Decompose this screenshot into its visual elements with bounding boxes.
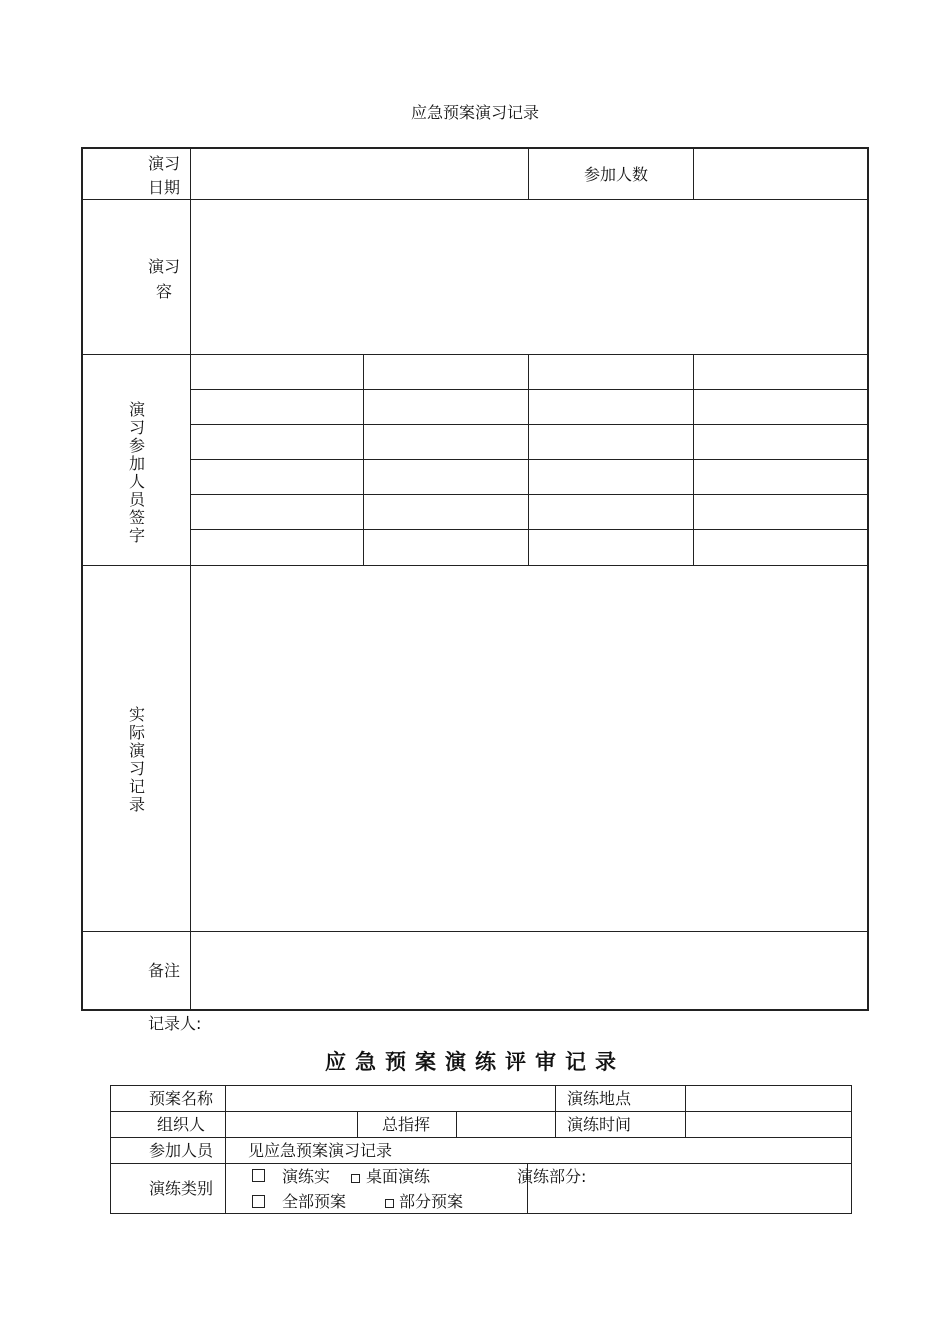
time-label: 演练时间	[567, 1115, 632, 1134]
checkbox-tabletop[interactable]	[351, 1174, 360, 1183]
signature-grid-line	[191, 424, 867, 425]
border-right	[851, 1085, 852, 1214]
content-label-line1: 演习	[148, 257, 181, 276]
row-divider	[110, 1163, 852, 1164]
section-label: 演练部分:	[517, 1167, 587, 1186]
option-real-label: 演练实	[282, 1167, 331, 1186]
border-bottom	[81, 1009, 869, 1011]
signature-grid-line	[191, 494, 867, 495]
checkbox-partial[interactable]	[385, 1199, 394, 1208]
cell-divider	[685, 1085, 686, 1137]
date-label-line2: 日期	[148, 178, 181, 197]
cell-divider	[528, 149, 529, 199]
row-divider	[83, 565, 867, 566]
cell-divider	[555, 1085, 556, 1137]
review-title: 应急预案演练评审记录	[325, 1050, 625, 1074]
plan-name-label: 预案名称	[149, 1089, 214, 1108]
remarks-label: 备注	[148, 961, 181, 980]
organizer-label: 组织人	[157, 1115, 206, 1134]
signature-label: 演习参加人员签字	[128, 400, 145, 545]
cell-divider	[693, 149, 694, 199]
participants-label: 参加人员	[149, 1141, 214, 1160]
signature-grid-line	[191, 529, 867, 530]
label-column-divider	[225, 1085, 226, 1214]
location-label: 演练地点	[567, 1089, 632, 1108]
signature-grid-line	[363, 355, 364, 565]
recorder-label: 记录人:	[148, 1014, 202, 1033]
row-divider	[83, 354, 867, 355]
signature-grid-line	[528, 355, 529, 565]
border-right	[867, 147, 869, 1011]
category-label: 演练类别	[149, 1179, 214, 1198]
content-label-line2: 容	[156, 282, 173, 301]
cell-divider	[456, 1111, 457, 1137]
border-left	[81, 147, 83, 1011]
actual-record-label: 实际演习记录	[128, 705, 145, 814]
row-divider	[110, 1111, 852, 1112]
border-top	[110, 1085, 852, 1086]
date-label-line1: 演习	[148, 154, 181, 173]
participants-value: 见应急预案演习记录	[248, 1141, 393, 1160]
option-tabletop-label: 桌面演练	[366, 1167, 431, 1186]
row-divider	[83, 931, 867, 932]
cell-divider	[357, 1111, 358, 1137]
border-left	[110, 1085, 111, 1214]
checkbox-full[interactable]	[252, 1195, 265, 1208]
checkbox-real[interactable]	[252, 1169, 265, 1182]
row-divider	[110, 1137, 852, 1138]
option-full-label: 全部预案	[282, 1192, 347, 1211]
signature-grid-line	[191, 389, 867, 390]
label-column-divider	[190, 149, 191, 1009]
commander-label: 总指挥	[382, 1115, 431, 1134]
record-title: 应急预案演习记录	[410, 103, 539, 122]
signature-grid-line	[693, 355, 694, 565]
row-divider	[83, 199, 867, 200]
border-bottom	[110, 1213, 852, 1214]
participants-count-label: 参加人数	[584, 165, 649, 184]
border-top	[81, 147, 869, 149]
signature-grid-line	[191, 459, 867, 460]
option-partial-label: 部分预案	[399, 1192, 464, 1211]
